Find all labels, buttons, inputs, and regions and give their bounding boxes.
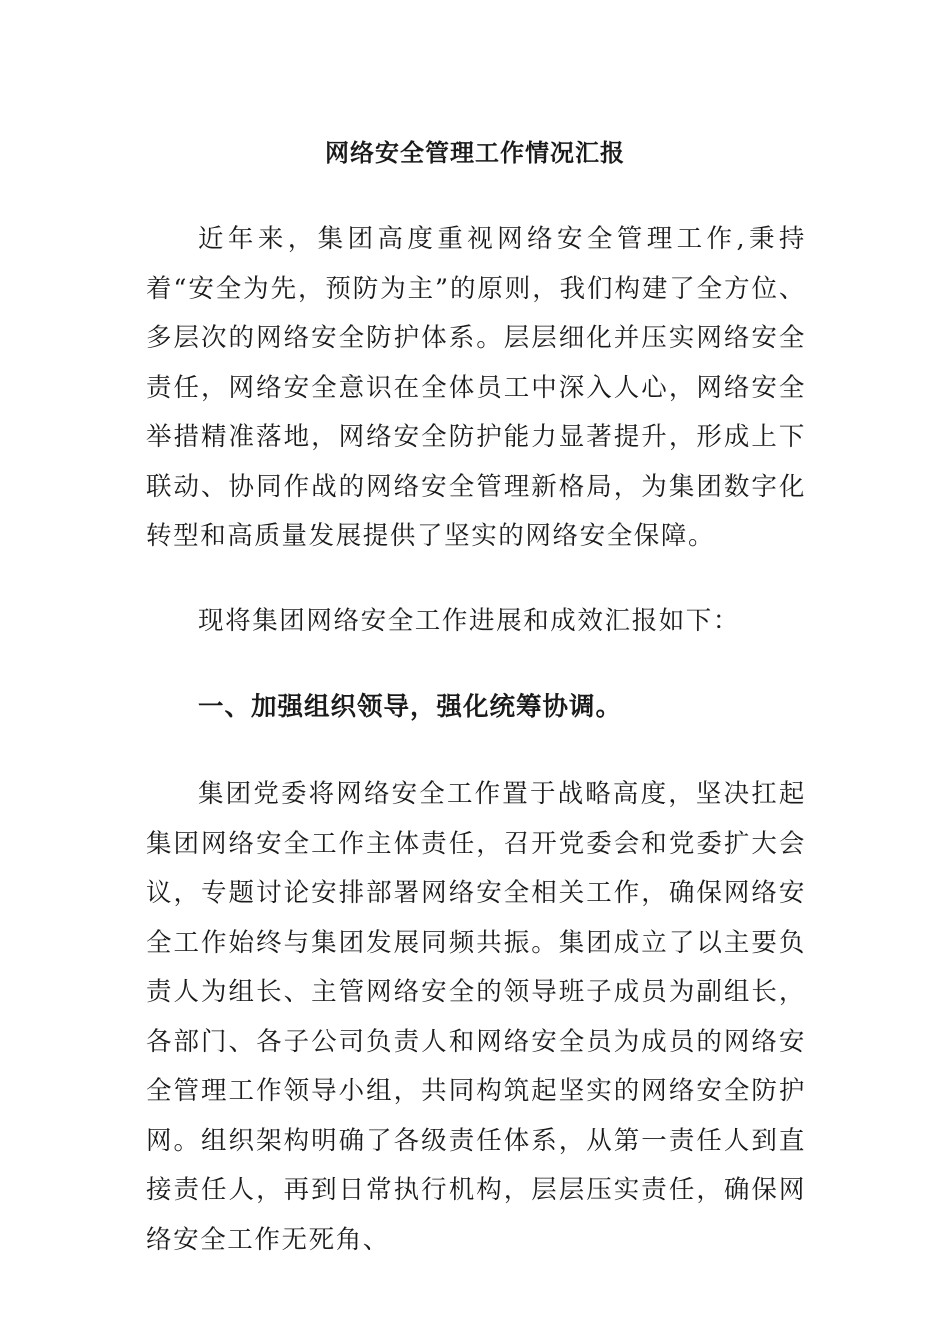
intro-paragraph: 近年来，集团高度重视网络安全管理工作,秉持着“安全为先，预防为主”的原则，我们构建了全方位、多层次的网络安全防护体系。层层细化并压实网络安全责任，网络安全意识在全体员工中深入人心，网络安全举措精准落地，网络安全防护能力显著提升，形成上下联动、协同作战的网络安全管理新格局，为集团数字化转型和高质量发展提供了坚实的网络安全保障。 <box>146 224 806 551</box>
section-body-paragraph: 集团党委将网络安全工作置于战略高度，坚决扛起集团网络安全工作主体责任，召开党委会和党委扩大会议，专题讨论安排部署网络安全相关工作，确保网络安全工作始终与集团发展同频共振。集团成立了以主要负责人为组长、主管网络安全的领导班子成员为副组长，各部门、各子公司负责人和网络安全员为成员的网络安全管理工作领导小组，共同构筑起坚实的网络安全防护网。组织架构明确了各级责任体系，从第一责任人到直接责任人，再到日常执行机构，层层压实责任，确保网络安全工作无死角、 <box>146 779 806 1255</box>
lead-paragraph: 现将集团网络安全工作进展和成效汇报如下： <box>198 606 741 636</box>
document-title: 网络安全管理工作情况汇报 <box>325 138 625 167</box>
section-heading: 一、加强组织领导，强化统筹协调。 <box>198 692 623 722</box>
